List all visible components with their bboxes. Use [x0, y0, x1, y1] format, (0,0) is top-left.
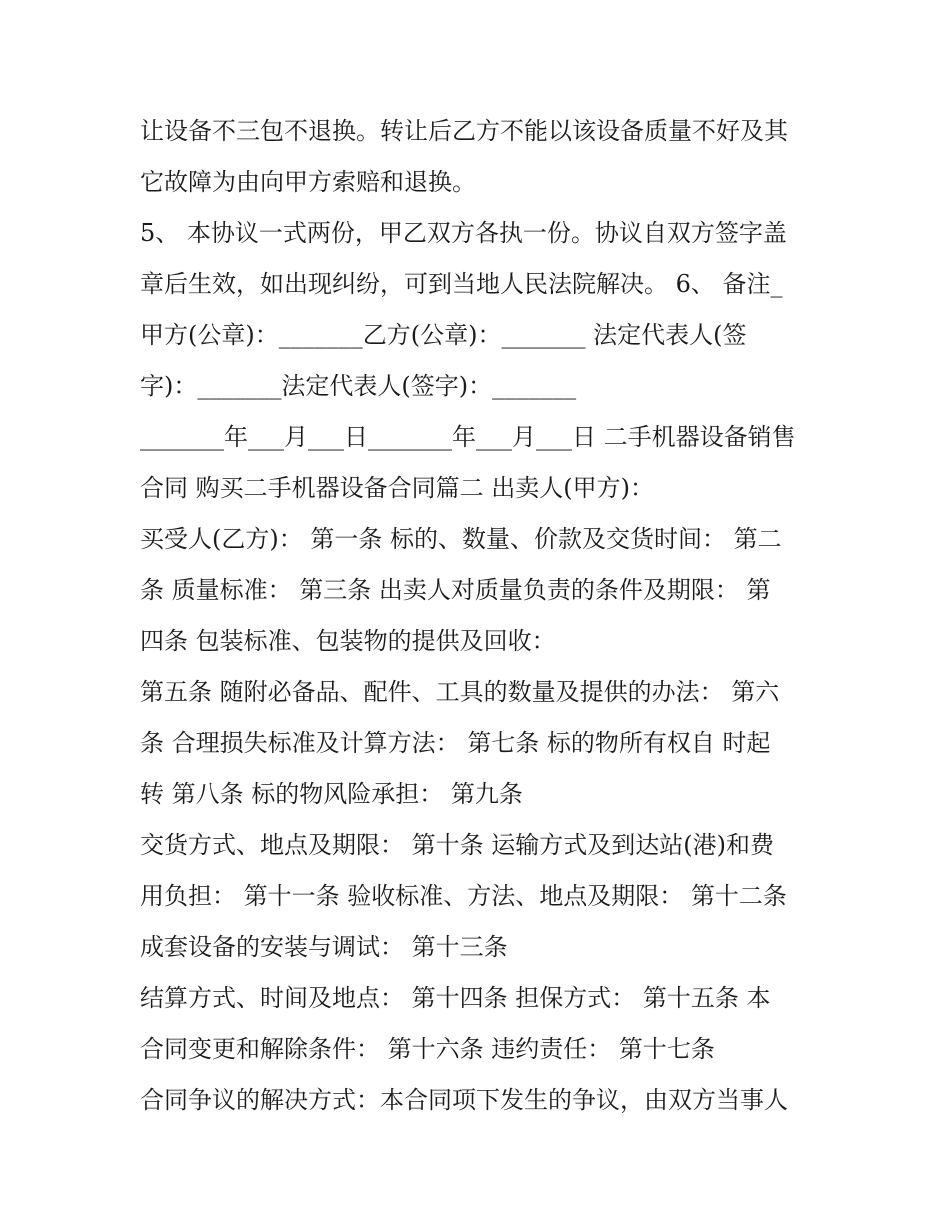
text-line: _______年___月___日_______年___月___日 二手机器设备销售 — [140, 423, 796, 451]
text-line: 甲方(公章)：_______乙方(公章)：_______ 法定代表人(签 — [140, 321, 747, 349]
text-line: 第五条 随附必备品、配件、工具的数量及提供的办法： 第六 — [140, 678, 780, 706]
document-body — [140, 106, 820, 1126]
text-line: 章后生效，如出现纠纷，可到当地人民法院解决。 6、 备注_ — [140, 270, 783, 298]
text-line: 四条 包装标准、包装物的提供及回收： — [140, 627, 556, 655]
text-line: 条 合理损失标准及计算方法： 第七条 标的物所有权自 时起 — [140, 729, 771, 757]
text-line: 交货方式、地点及期限： 第十条 运输方式及到达站(港)和费 — [140, 831, 774, 859]
text-line: 合同 购买二手机器设备合同篇二 出卖人(甲方)： — [140, 474, 654, 502]
text-line: 用负担： 第十一条 验收标准、方法、地点及期限： 第十二条 — [140, 882, 787, 910]
text-line: 合同争议的解决方式：本合同项下发生的争议，由双方当事人 — [140, 1086, 788, 1114]
text-line: 成套设备的安装与调试： 第十三条 — [140, 933, 508, 961]
text-line: 它故障为由向甲方索赔和退换。 — [140, 168, 476, 196]
text-line: 转 第八条 标的物风险承担： 第九条 — [140, 780, 523, 808]
text-line: 5、 本协议一式两份，甲乙双方各执一份。协议自双方签字盖 — [140, 219, 787, 247]
text-line: 结算方式、时间及地点： 第十四条 担保方式： 第十五条 本 — [140, 984, 771, 1012]
text-line: 字)：_______法定代表人(签字)：_______ — [140, 372, 577, 400]
text-line: 让设备不三包不退换。转让后乙方不能以该设备质量不好及其 — [140, 117, 788, 145]
text-line: 买受人(乙方)： 第一条 标的、数量、价款及交货时间： 第二 — [140, 525, 782, 553]
text-line: 条 质量标准： 第三条 出卖人对质量负责的条件及期限： 第 — [140, 576, 771, 604]
text-line: 合同变更和解除条件： 第十六条 违约责任： 第十七条 — [140, 1035, 715, 1063]
